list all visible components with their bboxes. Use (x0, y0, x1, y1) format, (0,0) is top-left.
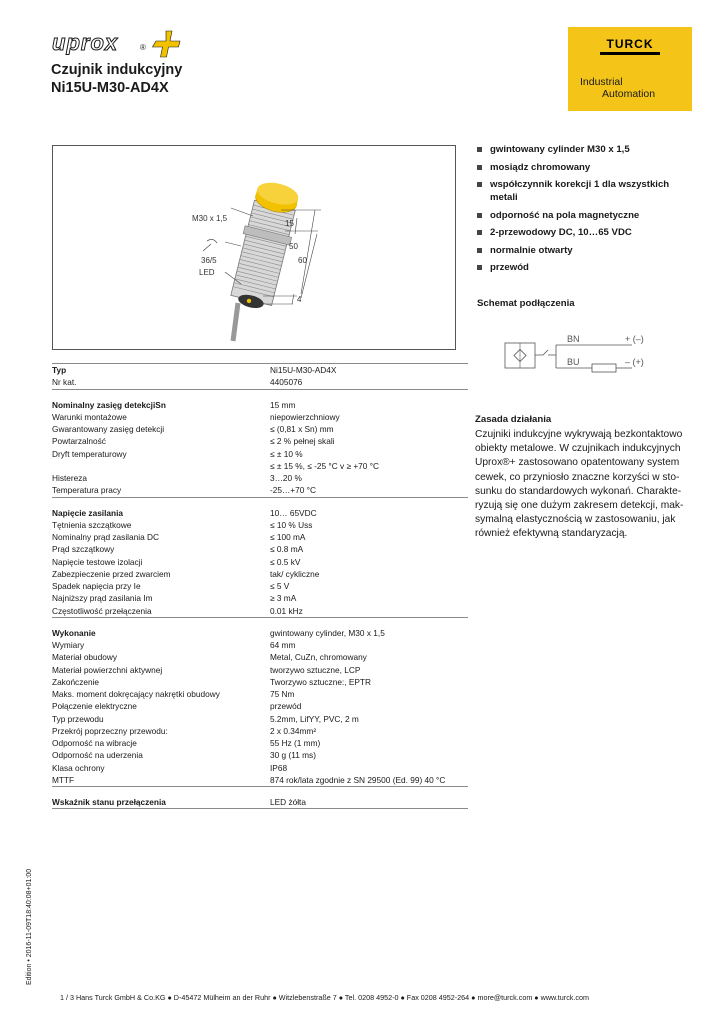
spec-row (52, 448, 468, 460)
spec-row (52, 423, 468, 435)
spec-value: 10… 65VDC (270, 507, 317, 518)
spec-value: przewód (270, 701, 302, 712)
turck-logo-text: TURCK (606, 37, 654, 51)
spec-value: IP68 (270, 762, 288, 773)
spec-row (52, 592, 468, 604)
bullet-square-icon (477, 265, 482, 270)
spec-label: Prąd szczątkowy (52, 544, 115, 555)
spec-value: 5.2mm, LifYY, PVC, 2 m (270, 713, 359, 724)
spec-row (52, 676, 468, 688)
spec-label: Powtarzalność (52, 436, 106, 447)
spec-label: Zabezpieczenie przed zwarciem (52, 568, 171, 579)
spec-label: Spadek napięcia przy Ie (52, 581, 141, 591)
principle-line: sunku do standardowych wykonań. Charakte- (475, 485, 682, 497)
spec-label: Tętnienia szczątkowe (52, 519, 132, 530)
spec-value: 3…20 % (270, 473, 302, 483)
minus-terminal-label: – (+) (625, 357, 644, 367)
dimension-4: 4 (297, 295, 302, 304)
spec-label: Materiał powierzchni aktywnej (52, 664, 163, 675)
spec-row (52, 725, 468, 737)
sensor-drawing (53, 146, 455, 349)
spec-value: 75 Nm (270, 689, 295, 699)
spec-value: ≤ ± 10 % (270, 448, 303, 459)
torque-icon (203, 239, 217, 251)
spec-value: 55 Hz (1 mm) (270, 738, 321, 748)
spec-row (52, 435, 468, 447)
spec-value: ≥ 3 mA (270, 593, 297, 604)
principle-line: również efektywną standaryzacją. (475, 528, 628, 540)
plus-terminal-label: + (–) (625, 334, 644, 344)
spec-value: tworzywo sztuczne, LCP (270, 664, 361, 675)
title-line-1: Czujnik indukcyjny (51, 62, 183, 78)
spec-label: Napięcie zasilania (52, 507, 124, 518)
wire-bn-label: BN (567, 334, 580, 344)
spec-row (52, 472, 468, 484)
feature-item: normalnie otwarty (477, 244, 697, 257)
spec-label: MTTF (52, 774, 75, 785)
spec-label: Wymiary (52, 640, 85, 650)
bullet-square-icon (477, 213, 482, 218)
automation-text: Automation (602, 88, 656, 100)
spec-row (52, 749, 468, 761)
spec-row (52, 737, 468, 749)
spec-value: -25…+70 °C (270, 485, 316, 496)
feature-item: gwintowany cylinder M30 x 1,5 (477, 143, 697, 156)
spec-label: Połączenie elektryczne (52, 701, 137, 712)
spec-section (52, 363, 468, 390)
spec-label: Klasa ochrony (52, 762, 105, 773)
spec-label: Przekrój poprzeczny przewodu: (52, 725, 168, 736)
spec-label: Typ przewodu (52, 713, 104, 724)
principle-line: Czujniki indukcyjne wykrywają bezkontaktowo (475, 429, 683, 440)
spec-row (52, 460, 468, 472)
spec-label: Maks. moment dokręcający nakrętki obudowy (52, 689, 220, 699)
feature-item: odporność na pola magnetyczne (477, 209, 697, 222)
spec-row (52, 484, 468, 496)
wire-bu-label: BU (567, 357, 580, 367)
spec-row (52, 580, 468, 592)
product-title (51, 61, 182, 97)
spec-value: 874 rok/lata zgodnie z SN 29500 (Ed. 99) 40 °C (270, 774, 446, 785)
principle-line: ryzują się one dużym zakresem detekcji, mak- (475, 500, 684, 512)
spec-label: Dryft temperaturowy (52, 448, 127, 459)
spec-label: Najniższy prąd zasilania Im (52, 593, 153, 604)
spec-value: niepowierzchniowy (270, 411, 340, 422)
bullet-square-icon (477, 230, 482, 235)
spec-row (52, 543, 468, 555)
principle-heading: Zasada działania (475, 414, 552, 425)
spec-row (52, 664, 468, 676)
spec-value: ≤ 10 % Uss (270, 519, 313, 530)
spec-label: Napięcie testowe izolacji (52, 556, 143, 567)
spec-label: Wykonanie (52, 627, 96, 638)
spec-row (52, 411, 468, 423)
bullet-square-icon (477, 165, 482, 170)
edition-stamp: Edition • 2016-11-09T18:40:08+01:00 (26, 868, 33, 985)
spec-section (52, 796, 468, 809)
dimension-15: 15 (285, 219, 294, 228)
spec-value: ≤ ± 15 %, ≤ -25 °C v ≥ +70 °C (270, 460, 380, 471)
spec-section-header (52, 627, 468, 639)
bullet-square-icon (477, 147, 482, 152)
feature-item: współczynnik korekcji 1 dla wszystkich metali (477, 178, 697, 204)
spec-section (52, 507, 468, 618)
spec-label: Materiał obudowy (52, 652, 118, 663)
wiring-diagram (492, 330, 702, 380)
spec-label: Odporność na wibracje (52, 738, 137, 748)
principle-line: obiekty metalowe. W czujnikach indukcyjnych (475, 443, 681, 455)
spec-value: tak/ cykliczne (270, 568, 320, 579)
feature-item: 2-przewodowy DC, 10…65 VDC (477, 226, 697, 239)
industrial-automation-label (580, 76, 655, 100)
spec-row (52, 774, 468, 786)
spec-value: 15 mm (270, 399, 296, 410)
spec-label: Częstotliwość przełączenia (52, 605, 152, 616)
spec-row (52, 556, 468, 568)
spec-value: 0.01 kHz (270, 605, 303, 616)
thread-label: M30 x 1,5 (192, 214, 228, 223)
industrial-text: Industrial (580, 76, 623, 88)
principle-line: symalną elastycznością w zastosowaniu, jak (475, 514, 676, 526)
dimension-50: 50 (289, 242, 298, 251)
spec-value: ≤ (0,81 x Sn) mm (270, 424, 334, 434)
spec-label (52, 460, 270, 472)
spec-row (52, 376, 468, 388)
spec-value: ≤ 0.5 kV (270, 556, 301, 567)
spec-label: Gwarantowany zasięg detekcji (52, 424, 165, 434)
spec-row (52, 762, 468, 774)
turck-logo-bar (600, 52, 660, 55)
spec-row (52, 605, 468, 617)
spec-row (52, 713, 468, 725)
svg-text:®: ® (140, 43, 146, 52)
principle-text (475, 428, 710, 542)
uprox-logo (50, 28, 185, 58)
spec-value: 30 g (11 ms) (270, 750, 316, 761)
spec-value: ≤ 2 % pełnej skali (270, 436, 335, 447)
spec-label: Nominalny prąd zasilania DC (52, 532, 159, 542)
bullet-square-icon (477, 248, 482, 253)
product-image-frame (52, 145, 456, 350)
spec-row (52, 651, 468, 663)
spec-value: ≤ 0.8 mA (270, 544, 304, 555)
spec-section-header (52, 507, 468, 519)
spec-section-header (52, 364, 468, 376)
spec-label: Histereza (52, 473, 88, 483)
spec-value: LED żółta (270, 797, 306, 807)
spec-section-header (52, 399, 468, 411)
spec-value: ≤ 5 V (270, 581, 290, 591)
turck-logo (572, 37, 688, 55)
spec-value: gwintowany cylinder, M30 x 1,5 (270, 627, 385, 638)
spec-value: 2 x 0.34mm² (270, 725, 317, 736)
wiring-heading: Schemat podłączenia (477, 298, 575, 309)
spec-value: Tworzywo sztuczne:, EPTR (270, 676, 371, 687)
svg-text:uprox: uprox (52, 30, 119, 55)
spec-row (52, 688, 468, 700)
spec-label: Nominalny zasięg detekcjiSn (52, 399, 166, 410)
title-line-2: Ni15U-M30-AD4X (51, 80, 169, 96)
spec-row (52, 700, 468, 712)
spec-row (52, 568, 468, 580)
spec-row (52, 639, 468, 651)
spec-value: 4405076 (270, 377, 303, 388)
spec-label: Warunki montażowe (52, 411, 127, 422)
spec-value: Metal, CuZn, chromowany (270, 652, 367, 663)
spec-label: Zakończenie (52, 676, 100, 687)
spec-label: Odporność na uderzenia (52, 750, 143, 761)
dimension-60: 60 (298, 256, 307, 265)
spec-section-header (52, 796, 468, 808)
spec-label: Wskaźnik stanu przełączenia (52, 797, 166, 807)
feature-item: przewód (477, 261, 697, 274)
feature-list (477, 143, 697, 279)
spec-row (52, 519, 468, 531)
spec-label: Temperatura pracy (52, 485, 122, 496)
bullet-square-icon (477, 182, 482, 187)
angle-label: 36/5 (201, 256, 217, 265)
spec-value: 64 mm (270, 640, 296, 650)
spec-label: Nr kat. (52, 377, 77, 388)
led-label: LED (199, 268, 215, 277)
principle-line: Uprox®+ zastosowano opatentowany system (475, 457, 680, 469)
spec-label: Typ (52, 365, 67, 375)
spec-value: ≤ 100 mA (270, 532, 306, 542)
feature-item: mosiądz chromowany (477, 161, 697, 174)
spec-row (52, 531, 468, 543)
spec-section (52, 627, 468, 787)
principle-line: cewek, co przyniosło znaczne korzyści w sto- (475, 471, 680, 483)
spec-section (52, 399, 468, 498)
spec-value: Ni15U-M30-AD4X (270, 365, 337, 375)
footer-line: 1 / 3 Hans Turck GmbH & Co.KG ● D-45472 Mülheim an der Ruhr ● Witzlebenstraße 7 ● Tel. 0208 4952-0 ● Fax 0208 4952-264 ● more@turck.com ● www.turck.com (60, 993, 589, 1002)
specification-table (52, 363, 468, 818)
